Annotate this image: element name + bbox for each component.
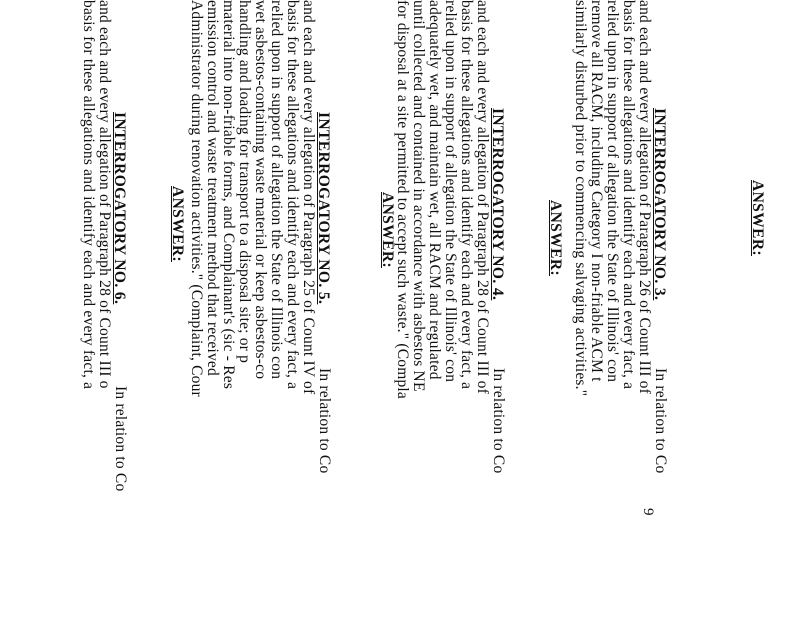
interrogatory-4-line: for disposal at a site permitted to accept such waste." (Compla xyxy=(394,0,411,399)
interrogatory-3-line: basis for these allegations and identify each and every fact, a xyxy=(620,0,637,390)
interrogatory-3-answer: ANSWER: xyxy=(547,200,564,277)
interrogatory-4-line: adequately wet, and maintain wet, all RACM and regulated xyxy=(426,0,443,380)
interrogatory-4-line: and each and every allegation of Paragraph 28 of Count III of xyxy=(474,0,491,394)
interrogatory-4-line: until collected and contained in accordance with asbestos NE xyxy=(410,0,427,392)
page-number: 9 xyxy=(640,508,656,516)
interrogatory-3-line: relied upon in support of allegation the State of Illinois' con xyxy=(604,0,621,383)
interrogatory-5-line: wet asbestos-containing waste material or keep asbestos-co xyxy=(252,0,269,380)
interrogatory-4-answer: ANSWER: xyxy=(379,192,396,269)
interrogatory-3-line: remove all RACM, including Category I non-friable ACM t xyxy=(588,0,605,382)
interrogatory-5-line: relied upon in support of allegation the State of Illinois con xyxy=(268,0,285,380)
interrogatory-5-line: basis for these allegations and identify each and every fact, a xyxy=(284,0,301,390)
interrogatory-5-line: material into non-friable forms, and Complainant's (sic - Res xyxy=(220,0,237,390)
interrogatory-6-line: and each and every allegation of Paragraph 28 of Count III o xyxy=(96,0,113,389)
interrogatory-6-lead-in: In relation to Co xyxy=(112,386,129,492)
interrogatory-3-heading: INTERROGATORY NO. 3. xyxy=(651,108,668,301)
interrogatory-5-heading: INTERROGATORY NO. 5. xyxy=(315,112,332,305)
interrogatory-5-line: Administrator during renovation activities." (Complaint, Cour xyxy=(188,0,205,397)
interrogatory-5-line: and each and every allegation of Paragraph 25 of Count IV of xyxy=(300,0,317,395)
interrogatory-4-line: basis for these allegations and identify each and every fact, a xyxy=(458,0,475,390)
interrogatory-4-lead-in: In relation to Co xyxy=(490,368,507,474)
interrogatory-3-lead-in: In relation to Co xyxy=(652,368,669,474)
interrogatory-6-line: basis for these allegations and identify each and every fact, a xyxy=(80,0,97,390)
interrogatory-6-heading: INTERROGATORY NO. 6. xyxy=(111,112,128,305)
interrogatory-5-answer: ANSWER: xyxy=(169,186,186,263)
interrogatory-4-heading: INTERROGATORY NO. 4. xyxy=(489,108,506,301)
interrogatory-3-line: similarly disturbed prior to commencing salvaging activities." xyxy=(572,0,589,397)
interrogatory-5-lead-in: In relation to Co xyxy=(316,368,333,474)
answer-heading-top: ANSWER: xyxy=(749,180,766,257)
interrogatory-4-line: relied upon in support of allegation the State of Illinois' con xyxy=(442,0,459,383)
interrogatory-3-line: and each and every allegation of Paragraph 26 of Count III of xyxy=(636,0,653,394)
interrogatory-5-line: handling and loading for transport to a disposal site; or p xyxy=(236,0,253,364)
interrogatory-5-line: emission control and waste treatment method that received xyxy=(204,0,221,376)
